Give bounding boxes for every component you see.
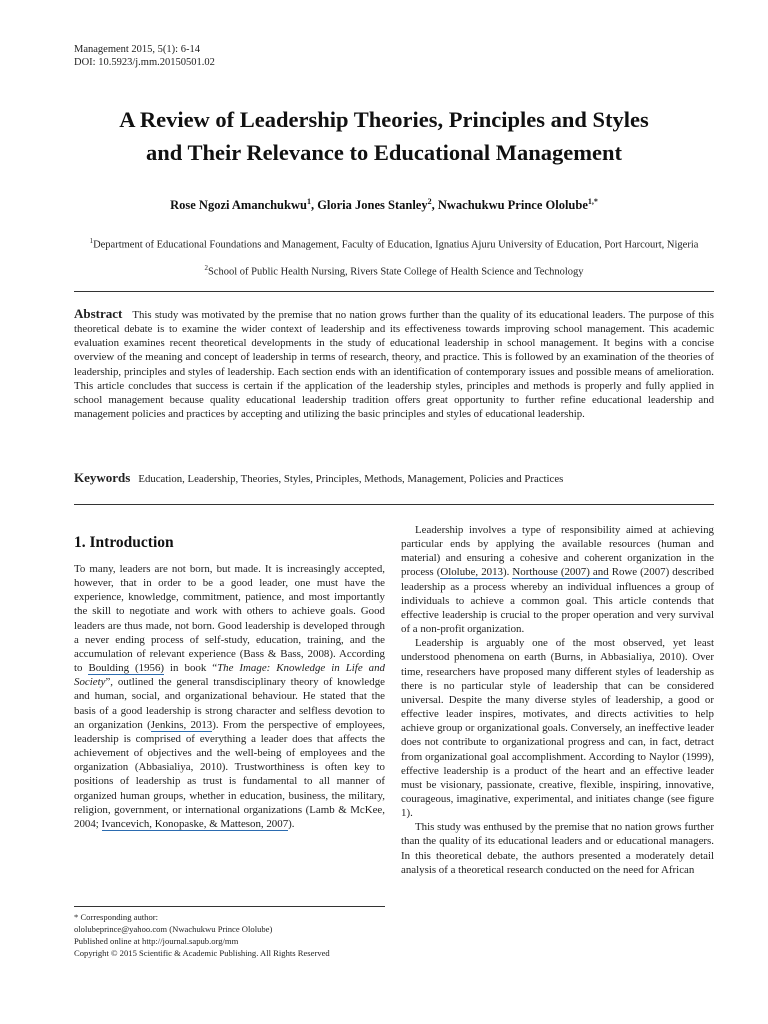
author-3-affil-mark: 1,* (587, 197, 598, 206)
abstract-text: This study was motivated by the premise that no nation grows further than the quality of its educational leaders. The purpose of this theoretical debate is to examine the wider context of leadership and its effectiveness towards improving school management. This academic evaluation examines recent theoretical developments in the study of educational leadership in school management. It begins with a concise overview of the meaning and concept of leadership in terms of research, theory, and practice. This is followed by an examination of the theories of leadership, principles and styles of leadership. Each section ends with an identification of contemporary issues and possible means of amelioration. This article concludes that success is certain if the application of the leadership styles, principles and methods is properly and fully applied in school management because quality educational leadership tradition offers great opportunity to further refine educational leadership and management policies and practices by accepting and utilizing the basic principles and styles of educational leadership. (74, 309, 714, 421)
title-line-2: and Their Relevance to Educational Management (145, 140, 623, 165)
intro-paragraph-2 (401, 523, 714, 636)
paper-title (40, 103, 728, 169)
author-separator: , (431, 198, 438, 213)
intro-paragraph-1 (74, 562, 385, 831)
doi-link[interactable]: DOI: 10.5923/j.mm.20150501.02 (74, 57, 215, 68)
footnote-divider (74, 906, 385, 907)
paragraph-text: Rowe (2007) described leadership as a process whereby an individual influences a group of individuals to achieve a common goal. This article contends that effective leadership is crucial to the proper operation and very survival of a non-profit organization. (401, 566, 714, 636)
affiliation-2-mark: 2 (204, 264, 208, 272)
keywords-block (74, 470, 714, 486)
paragraph-text: in book “ (164, 662, 218, 675)
keywords-text: Education, Leadership, Theories, Styles, Principles, Methods, Management, Policies and Practices (138, 473, 564, 485)
author-2-affil-mark: 2 (427, 197, 432, 206)
divider-top (74, 291, 714, 292)
section-heading-introduction: 1. Introduction (74, 534, 174, 551)
journal-reference: Management 2015, 5(1): 6-14 (74, 44, 200, 55)
affiliation-1-mark: 1 (89, 237, 94, 245)
footnote-copyright: Copyright © 2015 Scientific & Academic Publishing. All Rights Reserved (74, 947, 330, 958)
author-list (40, 197, 728, 213)
author-1: Rose Ngozi Amanchukwu (170, 198, 307, 213)
title-line-1: A Review of Leadership Theories, Principles and Styles (119, 107, 649, 132)
paragraph-text: ”, outlined the general transdisciplinary theory of knowledge and human, social, and organizational behaviour. He stated that the basis of a good leadership is strong character and selfless devotion to an organization ( (74, 676, 385, 731)
right-column (401, 523, 714, 877)
paragraph-text: Leadership involves a type of responsibility aimed at achieving particular ends by applying the available resources (human and material) and ensuring a cohesive and coherent organization in the process ( (401, 524, 714, 579)
footnote-block (74, 912, 394, 960)
author-separator: , (310, 198, 318, 213)
author-3: Nwachukwu Prince Ololube (437, 198, 588, 213)
citation-link-ivancevich[interactable]: Ivancevich, Konopaske, & Matteson, 2007 (101, 817, 289, 830)
abstract-block (74, 307, 714, 421)
paragraph-text: To many, leaders are not born, but made. It is increasingly accepted, however, that in order to be a good leader, one must have the experience, knowledge, commitment, patience, and most importantly the skill to negotiate and work with others to achieve goals. Good leaders are thus made, not born. Good leadership is developed through a never ending process of self-study, education, training, and the accumulation of relevant experience (Bass & Bass, 2008). According to (74, 563, 385, 675)
citation-link-northouse[interactable]: Northouse (2007) and (512, 566, 609, 579)
citation-link-ololube[interactable]: Ololube, 2013 (440, 566, 503, 579)
author-1-affil-mark: 1 (306, 197, 311, 206)
left-column (74, 562, 385, 831)
intro-paragraph-4: This study was enthused by the premise that no nation grows further than the quality of its educational leaders and or educational managers. In this theoretical debate, the authors presented a moderately detail analysis of a theoretical research conducted on the need for African (401, 821, 714, 876)
affiliation-2-text: School of Public Health Nursing, Rivers State College of Health Science and Technology (207, 266, 584, 278)
affiliation-2 (74, 262, 714, 279)
affiliation-1 (74, 235, 714, 252)
affiliation-1-text: Department of Educational Foundations and Management, Faculty of Education, Ignatius Ajuru University of Education, Port Harcourt, Nigeria (93, 239, 699, 251)
divider-bottom (74, 504, 714, 505)
keywords-heading: Keywords (74, 470, 131, 485)
citation-link-boulding[interactable]: Boulding (1956) (88, 662, 165, 675)
citation-link-jenkins[interactable]: Jenkins, 2013 (150, 718, 213, 731)
footnote-published[interactable]: Published online at http://journal.sapub.org/mm (74, 935, 239, 946)
intro-paragraph-3: Leadership is arguably one of the most observed, yet least understood phenomena on earth (Burns, in Abbasialiya, 2010). Over time, researchers have proposed many different styles of leadership as there is no particular style of leadership that can be considered universal. Despite the many diverse styles of leadership, a good or effective leader inspires, motivates, and directs activities to help achieve group or organizational goals. Conversely, an ineffective leader does not contribute to organizational progress and can, in fact, detract from organizational goal accomplishment. According to Naylor (1999), effective leadership is a product of the heart and an effective leader must be visionary, passionate, creative, flexible, inspiring, innovative, courageous, imaginative, experimental, and initiates change (see figure 1). (401, 637, 714, 820)
author-2: Gloria Jones Stanley (317, 198, 428, 213)
abstract-heading: Abstract (74, 306, 123, 321)
paragraph-text: ). From the perspective of employees, leadership is comprised of everything a leader does that affects the achievement of objectives and the well-being of employees and the organization (Abbasialiya, 2010). Trustworthiness is often key to positions of leadership as trust is fundamental to all manner of organized human groups, whether in education, business, the military, religion, government, or international organizations (Lamb & McKee, 2004; (74, 718, 385, 830)
book-title: The Image: Knowledge in Life and Society (74, 662, 385, 689)
footnote-corresponding: * Corresponding author: (74, 912, 159, 922)
footnote-email[interactable]: ololubeprince@yahoo.com (Nwachukwu Prince Ololube) (74, 923, 273, 934)
paragraph-text: ). (503, 566, 513, 579)
paragraph-text: ). (288, 817, 295, 830)
